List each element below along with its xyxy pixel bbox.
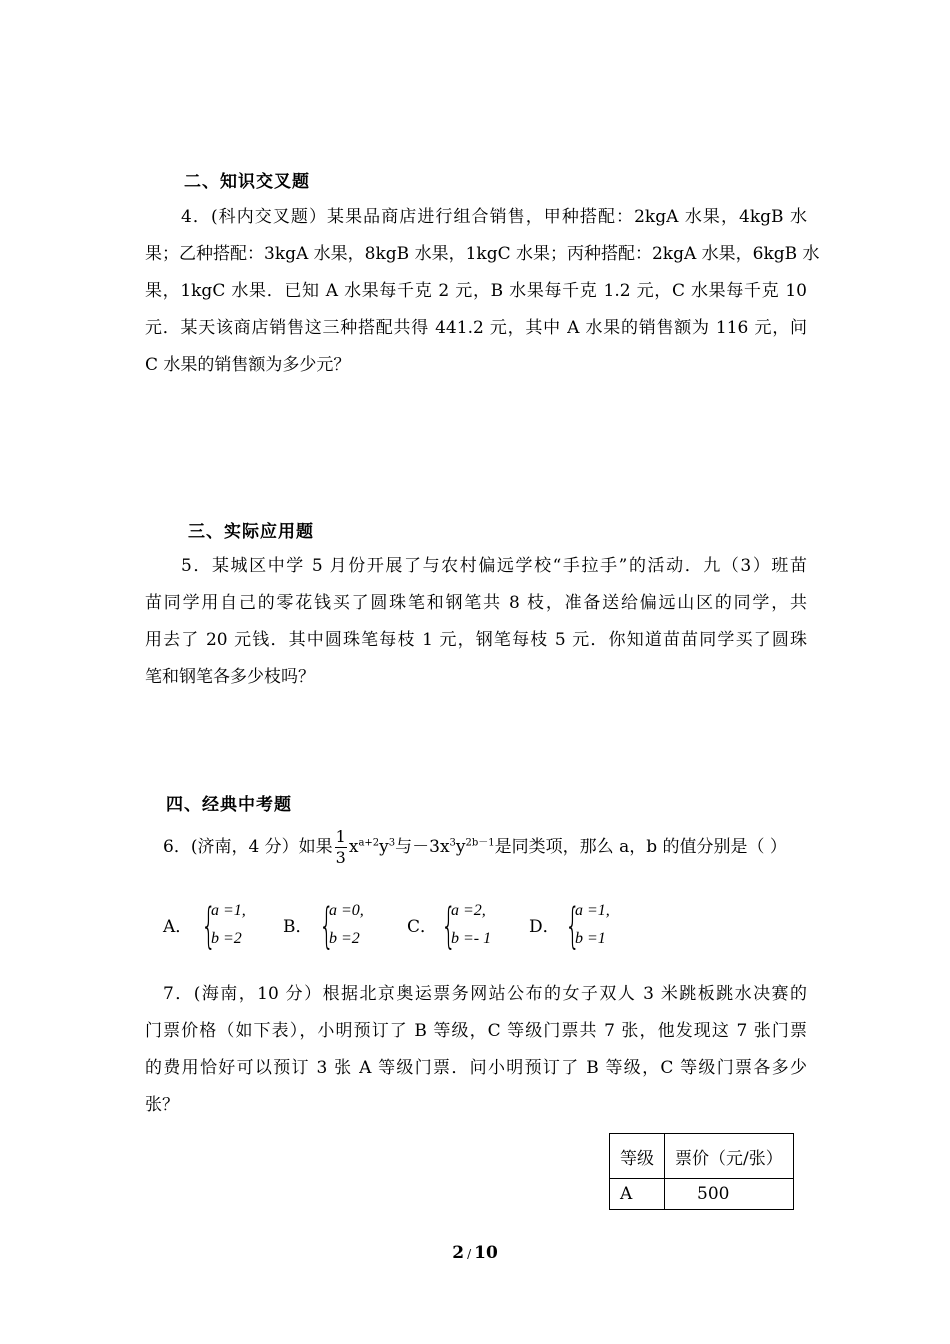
equation-line: b =- 1 (451, 930, 492, 947)
fraction-denominator: 3 (335, 848, 346, 867)
q4-line: 元．某天该商店销售这三种搭配共得 441.2 元，其中 A 水果的销售额为 116 元，问 (145, 318, 807, 338)
left-brace-icon: { (201, 898, 217, 954)
q5-line: 用去了 20 元钱．其中圆珠笔每枝 1 元，钢笔每枝 5 元．你知道苗苗同学买了圆珠 (145, 630, 807, 650)
fraction-numerator: 1 (335, 827, 346, 846)
table-row (610, 1179, 794, 1210)
equation-line: a =0, (329, 902, 364, 919)
equation-line: b =2 (211, 930, 242, 947)
table-header-cell: 等级 (610, 1134, 665, 1179)
option-label: B． (283, 917, 313, 937)
page-separator: / (467, 1247, 472, 1261)
current-page: 2 (452, 1243, 465, 1263)
q6-options (163, 900, 823, 956)
left-brace-icon: { (319, 898, 335, 954)
option-label: A． (163, 917, 193, 937)
q6-term1-xexp: a+2 (358, 837, 380, 849)
option-label: C． (407, 917, 438, 937)
equation-line: b =1 (575, 930, 606, 947)
left-brace-icon: { (565, 898, 581, 954)
q6-middle: 与－3x (395, 837, 450, 857)
q5-line: 苗同学用自己的零花钱买了圆珠笔和钢笔共 8 枝，准备送给偏远山区的同学，共 (145, 593, 807, 613)
left-brace-icon: { (441, 898, 457, 954)
table-cell: A (610, 1179, 665, 1210)
question-7 (145, 976, 807, 1124)
equation-line: a =1, (575, 902, 610, 919)
q6-term1-yexp: 3 (388, 837, 396, 849)
q6-term2-yexp: 2b－1 (465, 837, 495, 849)
q6-term1-y: y (379, 837, 389, 857)
table-header-cell: 票价（元/张） (665, 1134, 794, 1179)
q5-line: 5．某城区中学 5 月份开展了与农村偏远学校“手拉手”的活动．九（3）班苗 (181, 556, 807, 576)
question-6 (163, 827, 787, 868)
equation-line: a =2, (451, 902, 486, 919)
page-number (0, 1243, 950, 1263)
q6-suffix: 是同类项，那么 a，b 的值分别是（ ） (494, 837, 787, 857)
equation-line: b =2 (329, 930, 360, 947)
equation-line: a =1, (211, 902, 246, 919)
question-4 (145, 199, 820, 384)
q7-line: 7．(海南，10 分）根据北京奥运票务网站公布的女子双人 3 米跳板跳水决赛的 (163, 984, 807, 1004)
q4-line: 果；乙种搭配：3kgA 水果，8kgB 水果，1kgC 水果；丙种搭配：2kgA 水果，6kgB 水 (145, 244, 820, 264)
q7-line: 的费用恰好可以预订 3 张 A 等级门票．问小明预订了 B 等级，C 等级门票各多少 (145, 1058, 807, 1078)
option-label: D． (529, 917, 560, 937)
q4-line: 4．(科内交叉题）某果品商店进行组合销售，甲种搭配：2kgA 水果，4kgB 水 (181, 207, 807, 227)
q4-line: C 水果的销售额为多少元？ (145, 355, 351, 375)
table-cell: 500 (665, 1179, 794, 1210)
section-heading-classic-exam: 四、经典中考题 (166, 795, 292, 815)
q7-line: 张？ (145, 1095, 179, 1115)
q6-term1-x: x (348, 837, 359, 857)
question-5 (145, 548, 807, 696)
section-heading-knowledge-cross: 二、知识交叉题 (184, 172, 310, 192)
q5-line: 笔和钢笔各多少枝吗？ (145, 667, 315, 687)
q6-prefix: 6．(济南，4 分）如果 (163, 837, 333, 857)
total-pages: 10 (474, 1243, 498, 1263)
q6-term2-y: y (455, 837, 466, 857)
table-header-row (610, 1134, 794, 1179)
q4-line: 果，1kgC 水果．已知 A 水果每千克 2 元，B 水果每千克 1.2 元，C 水果每千克 10 (145, 281, 807, 301)
q6-term2-xexp: 3 (449, 837, 456, 849)
section-heading-practical: 三、实际应用题 (188, 522, 314, 542)
fraction-one-third (335, 827, 347, 868)
q7-line: 门票价格（如下表），小明预订了 B 等级，C 等级门票共 7 张，他发现这 7 张门票 (145, 1021, 807, 1041)
ticket-price-table (609, 1133, 794, 1210)
